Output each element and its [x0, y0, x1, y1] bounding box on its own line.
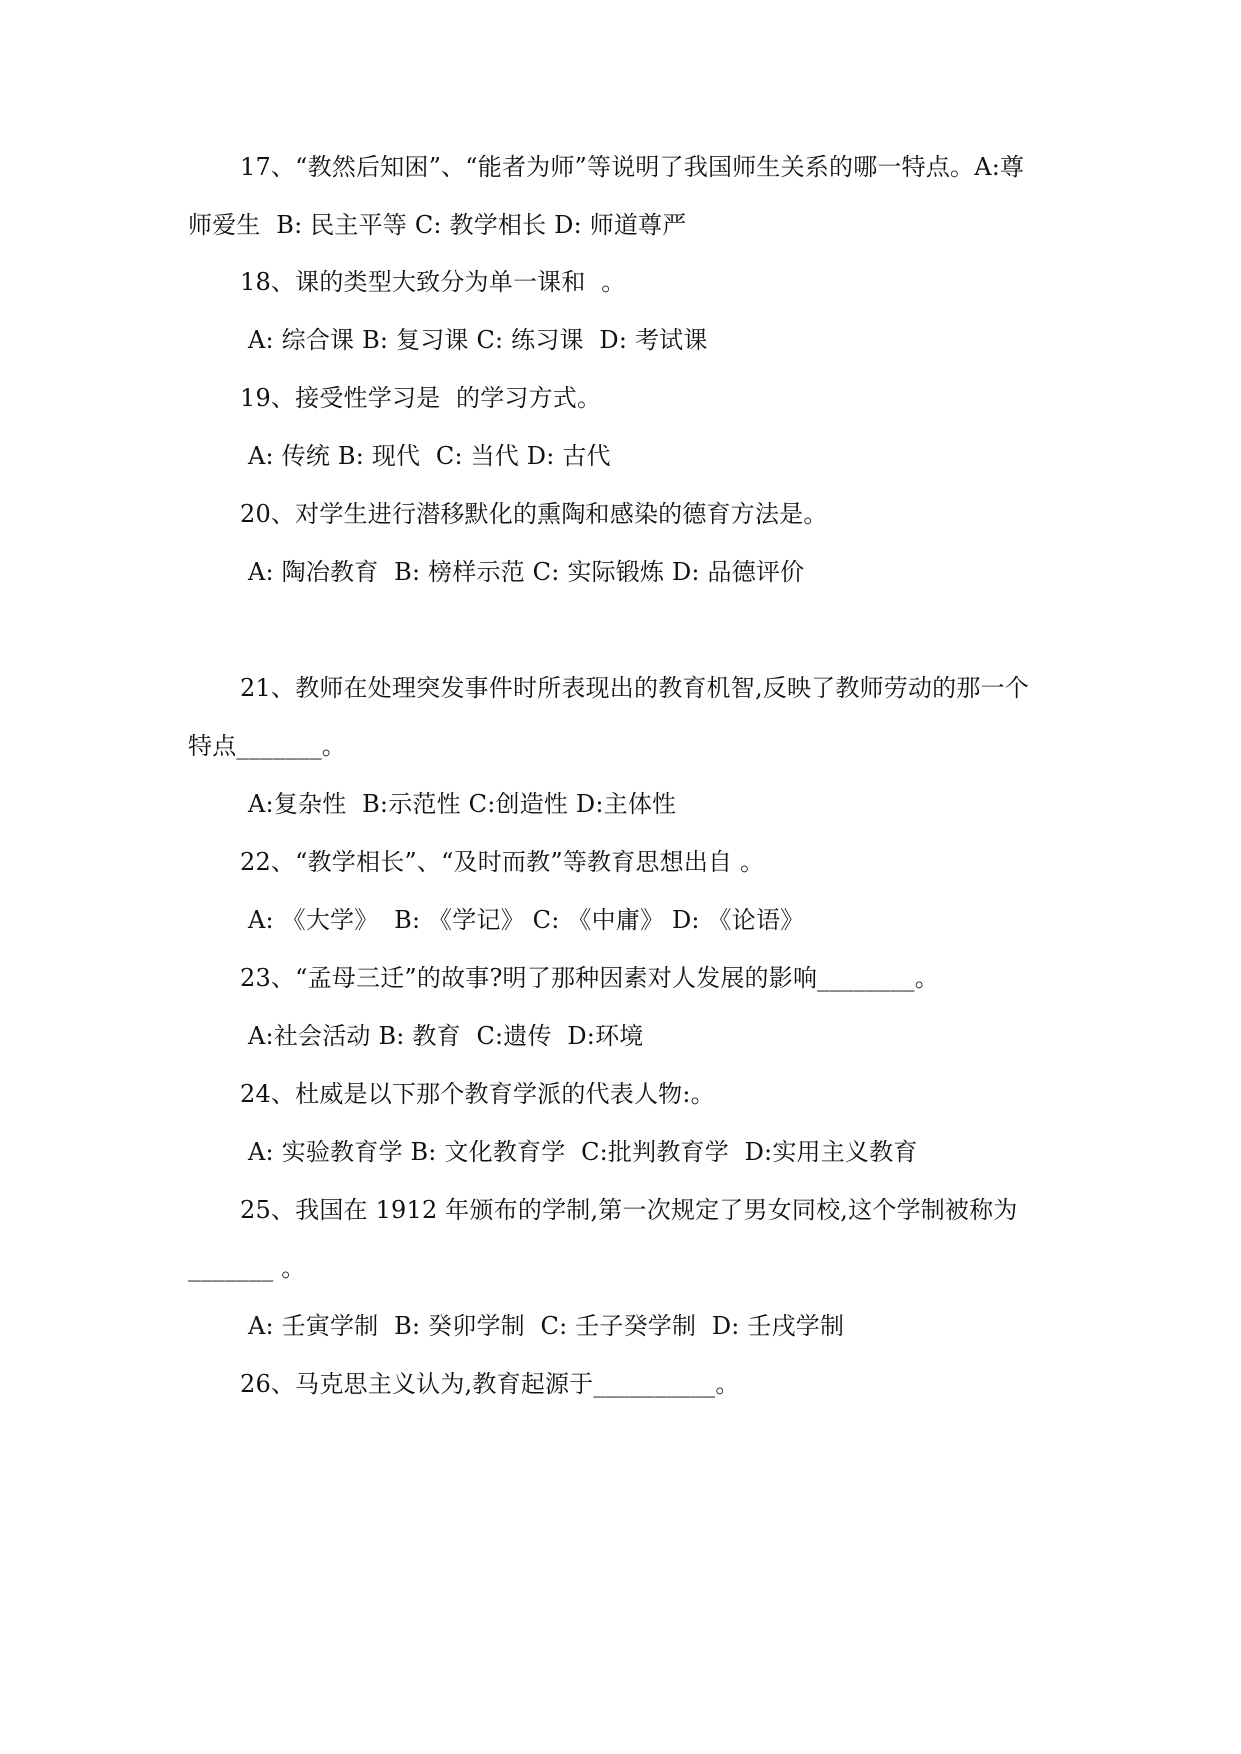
question-24-options: A: 实验教育学 B: 文化教育学 C:批判教育学 D:实用主义教育	[248, 1138, 918, 1166]
question-17-text: 17、“教然后知困”、“能者为师”等说明了我国师生关系的哪一特点。A:尊	[240, 153, 1025, 181]
question-18-options: A: 综合课 B: 复习课 C: 练习课 D: 考试课	[248, 326, 708, 354]
question-17-options: 师爱生 B: 民主平等 C: 教学相长 D: 师道尊严	[188, 211, 687, 239]
question-25-text: 25、我国在 1912 年颁布的学制,第一次规定了男女同校,这个学制被称为	[240, 1196, 1018, 1224]
question-19-options: A: 传统 B: 现代 C: 当代 D: 古代	[248, 442, 611, 470]
question-18-text: 18、课的类型大致分为单一课和 。	[240, 268, 626, 296]
question-23-text: 23、“孟母三迁”的故事?明了那种因素对人发展的影响________。	[240, 964, 939, 992]
question-25-text-cont: _______ 。	[188, 1254, 306, 1282]
question-23-options: A:社会活动 B: 教育 C:遗传 D:环境	[248, 1022, 644, 1050]
question-20-options: A: 陶冶教育 B: 榜样示范 C: 实际锻炼 D: 品德评价	[248, 558, 805, 586]
question-19-text: 19、接受性学习是 的学习方式。	[240, 384, 602, 412]
question-22-options: A: 《大学》 B: 《学记》 C: 《中庸》 D: 《论语》	[248, 906, 805, 934]
question-22-text: 22、“教学相长”、“及时而教”等教育思想出自 。	[240, 848, 765, 876]
question-21-options: A:复杂性 B:示范性 C:创造性 D:主体性	[248, 790, 677, 818]
question-20-text: 20、对学生进行潜移默化的熏陶和感染的德育方法是。	[240, 500, 828, 528]
question-21-text: 21、教师在处理突发事件时所表现出的教育机智,反映了教师劳动的那一个	[240, 674, 1029, 702]
question-25-options: A: 壬寅学制 B: 癸卯学制 C: 壬子癸学制 D: 壬戌学制	[248, 1312, 845, 1340]
question-26-text: 26、马克思主义认为,教育起源于__________。	[240, 1370, 740, 1398]
question-21-text-cont: 特点_______。	[188, 732, 346, 760]
question-24-text: 24、杜威是以下那个教育学派的代表人物:。	[240, 1080, 715, 1108]
